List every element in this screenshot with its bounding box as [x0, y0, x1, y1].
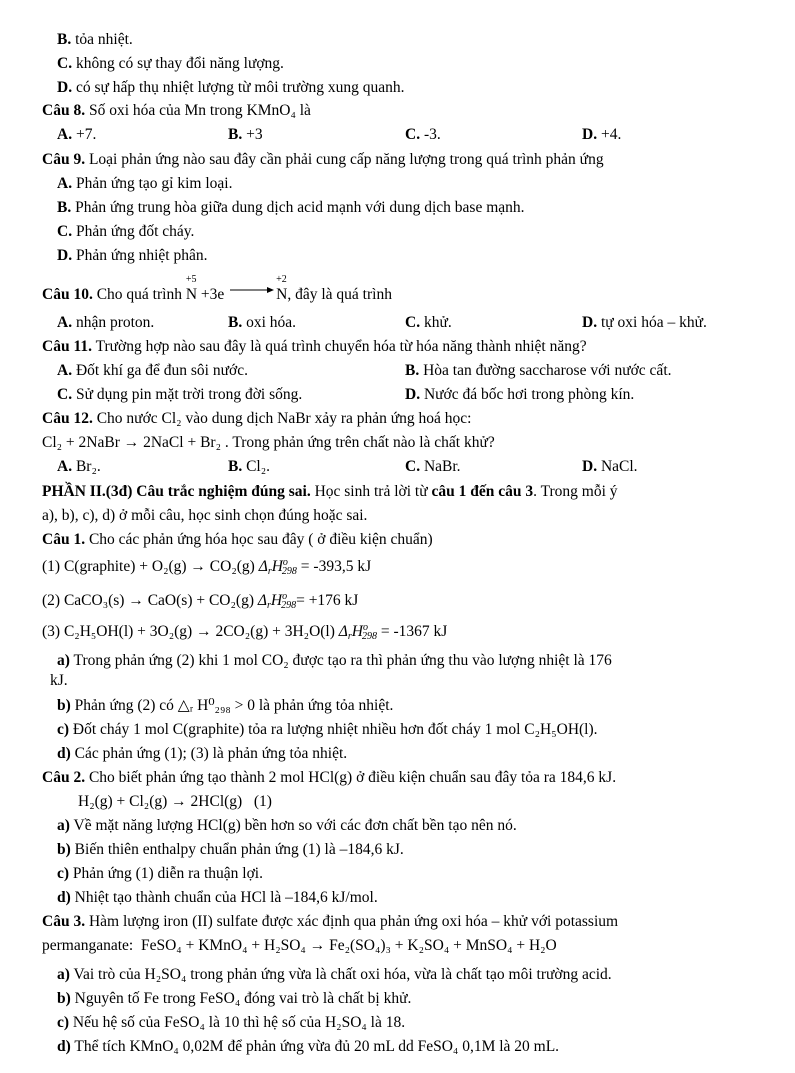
oxidation-n2: +2 N	[276, 274, 288, 303]
q9-option-a: A. Phản ứng tạo gỉ kim loại.	[57, 175, 233, 192]
p2q3-statement-a: a) Vai trò của H₂SO₄ trong phản ứng vừa là chất oxi hóa, vừa là chất tạo môi trường acid.	[57, 966, 612, 983]
q10-option-c: C. khử.	[405, 314, 452, 331]
q10-option-b: B. oxi hóa.	[228, 314, 297, 331]
q8-option-c: C. -3.	[405, 126, 441, 143]
q7-option-c: C. không có sự thay đổi năng lượng.	[57, 55, 284, 72]
p2q1-reaction-3: (3) C₂H₅OH(l) + 3O₂(g) → 2CO₂(g) + 3H₂O(l) $\Delta_rH^o_{298} = -1367$ kJ	[42, 622, 448, 642]
q8-option-a: A. +7.	[57, 126, 97, 143]
enthalpy-symbol: $\Delta_rH^o_{298}$	[258, 557, 297, 577]
q8-stem: Câu 8. Số oxi hóa của Mn trong KMnO₄ là	[42, 102, 311, 119]
p2q3-statement-b: b) Nguyên tố Fe trong FeSO₄ đóng vai trò là chất bị khử.	[57, 990, 412, 1007]
q10-stem: Câu 10. Cho quá trình +5 N +3e +2 N, đây là quá trình	[42, 274, 392, 303]
p2q1-statement-a-cont: kJ.	[50, 672, 68, 689]
p2q1-stem: Câu 1. Cho các phản ứng hóa học sau đây ( ở điều kiện chuẩn)	[42, 531, 433, 548]
q7-option-d: D. có sự hấp thụ nhiệt lượng từ môi trường xung quanh.	[57, 79, 405, 96]
q10-option-a: A. nhận proton.	[57, 314, 155, 331]
part2-intro: a), b), c), d) ở mỗi câu, học sinh chọn đúng hoặc sai.	[42, 507, 368, 524]
p2q3-stem-cont: permanganate: FeSO₄ + KMnO₄ + H₂SO₄ → Fe₂(SO₄)₃ + K₂SO₄ + MnSO₄ + H₂O	[42, 937, 557, 954]
oxidation-n5: +5 N	[185, 274, 198, 303]
p2q2-statement-b: b) Biến thiên enthalpy chuẩn phản ứng (1) là –184,6 kJ.	[57, 841, 404, 858]
q11-stem: Câu 11. Trường hợp nào sau đây là quá trình chuyển hóa từ hóa năng thành nhiệt năng?	[42, 338, 587, 355]
q8-option-b: B. +3	[228, 126, 263, 143]
enthalpy-symbol: $\Delta_rH^o_{298}$	[257, 591, 297, 611]
arrow-right-icon	[230, 285, 274, 295]
q12-equation: Cl₂ + 2NaBr → 2NaCl + Br₂ . Trong phản ứng trên chất nào là chất khử?	[42, 434, 495, 451]
p2q1-reaction-1: (1) C(graphite) + O₂(g) → CO₂(g) $\Delta_rH^o_{298} = -393,5$ kJ	[42, 557, 372, 577]
p2q3-statement-c: c) Nếu hệ số của FeSO₄ là 10 thì hệ số của H₂SO₄ là 18.	[57, 1014, 406, 1031]
p2q2-equation: H₂(g) + Cl₂(g) → 2HCl(g) (1)	[78, 793, 272, 810]
q9-option-d: D. Phản ứng nhiệt phân.	[57, 247, 208, 264]
p2q3-stem: Câu 3. Hàm lượng iron (II) sulfate được xác định qua phản ứng oxi hóa – khử với potassium	[42, 913, 619, 930]
q9-option-c: C. Phản ứng đốt cháy.	[57, 223, 195, 240]
q12-stem: Câu 12. Cho nước Cl₂ vào dung dịch NaBr xảy ra phản ứng hoá học:	[42, 410, 472, 427]
p2q2-stem: Câu 2. Cho biết phản ứng tạo thành 2 mol HCl(g) ở điều kiện chuẩn sau đây tỏa ra 184,6 kJ.	[42, 769, 617, 786]
q12-option-c: C. NaBr.	[405, 458, 461, 475]
p2q1-statement-a: a) Trong phản ứng (2) khi 1 mol CO₂ được tạo ra thì phản ứng thu vào lượng nhiệt là 176	[57, 652, 612, 669]
q12-option-b: B. Cl₂.	[228, 458, 271, 475]
p2q1-reaction-2: (2) CaCO₃(s) → CaO(s) + CO₂(g) $\Delta_rH^o_{298}= +176$ kJ	[42, 591, 359, 611]
q9-option-b: B. Phản ứng trung hòa giữa dung dịch acid mạnh với dung dịch base mạnh.	[57, 199, 525, 216]
p2q2-statement-c: c) Phản ứng (1) diễn ra thuận lợi.	[57, 865, 263, 882]
p2q2-statement-d: d) Nhiệt tạo thành chuẩn của HCl là –184,6 kJ/mol.	[57, 889, 378, 906]
q7-option-b: B. tỏa nhiệt.	[57, 31, 133, 48]
enthalpy-symbol: $\Delta_rH^o_{298}$	[338, 622, 377, 642]
p2q3-equation: FeSO₄ + KMnO₄ + H₂SO₄ → Fe₂(SO₄)₃ + K₂SO₄ + MnSO₄ + H₂O	[140, 937, 557, 954]
q11-option-b: B. Hòa tan đường saccharose với nước cất.	[405, 362, 672, 379]
p2q2-statement-a: a) Về mặt năng lượng HCl(g) bền hơn so với các đơn chất bền tạo nên nó.	[57, 817, 517, 834]
q8-option-d: D. +4.	[582, 126, 622, 143]
q12-option-d: D. NaCl.	[582, 458, 638, 475]
q10-option-d: D. tự oxi hóa – khử.	[582, 314, 707, 331]
q11-option-c: C. Sử dụng pin mặt trời trong đời sống.	[57, 386, 303, 403]
q11-option-d: D. Nước đá bốc hơi trong phòng kín.	[405, 386, 635, 403]
part2-heading: PHẦN II.(3đ) Câu trắc nghiệm đúng sai. Học sinh trả lời từ câu 1 đến câu 3. Trong mỗi ý	[42, 483, 618, 500]
p2q3-statement-d: d) Thể tích KMnO₄ 0,02M để phản ứng vừa đủ 20 mL dd FeSO₄ 0,1M là 20 mL.	[57, 1038, 560, 1055]
p2q1-statement-b: b) Phản ứng (2) có △ᵣ H⁰₂₉₈ > 0 là phản ứng tỏa nhiệt.	[57, 697, 394, 714]
q9-stem: Câu 9. Loại phản ứng nào sau đây cần phải cung cấp năng lượng trong quá trình phản ứng	[42, 151, 604, 168]
q12-option-a: A. Br₂.	[57, 458, 101, 475]
q11-option-a: A. Đốt khí ga để đun sôi nước.	[57, 362, 248, 379]
p2q1-statement-c: c) Đốt cháy 1 mol C(graphite) tỏa ra lượng nhiệt nhiều hơn đốt cháy 1 mol C₂H₅OH(l).	[57, 721, 598, 738]
p2q1-statement-d: d) Các phản ứng (1); (3) là phản ứng tỏa nhiệt.	[57, 745, 348, 762]
